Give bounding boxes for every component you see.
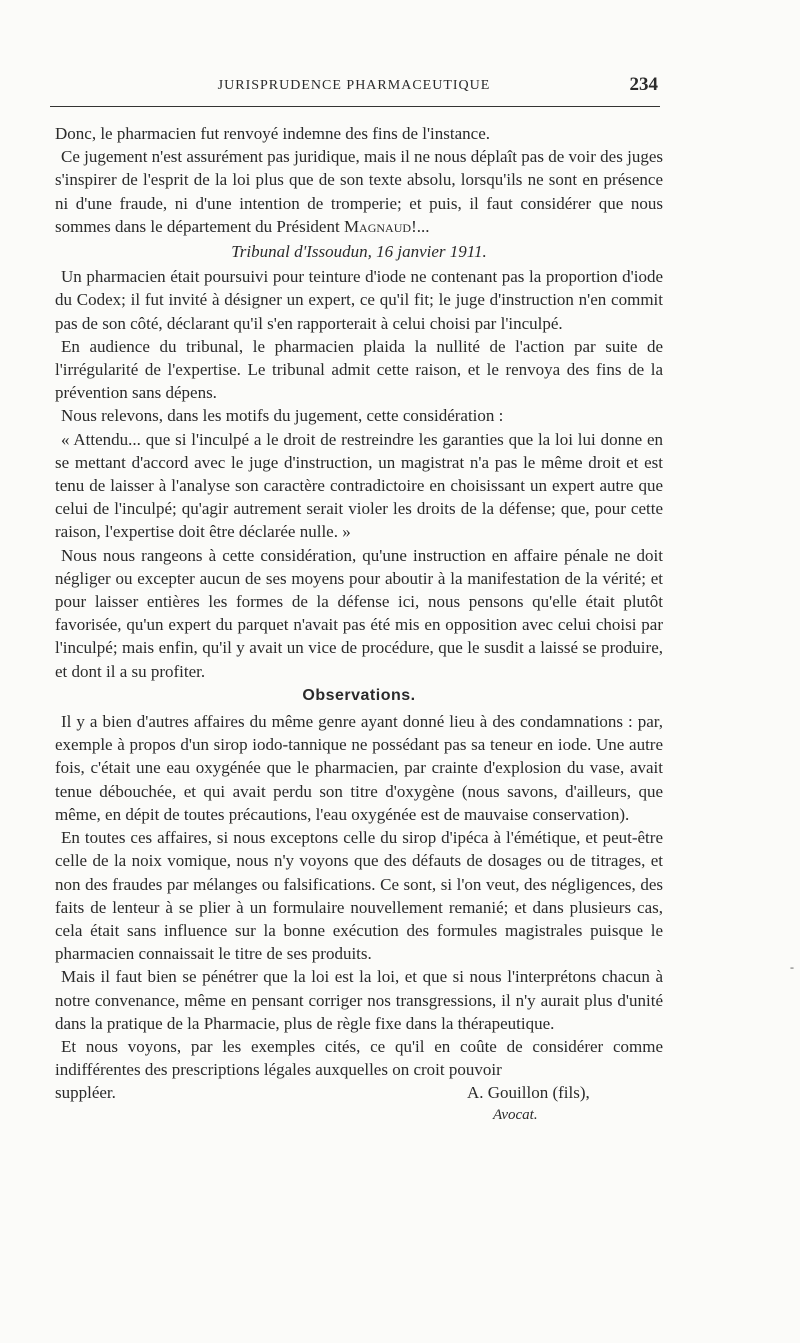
paragraph — [55, 145, 663, 238]
paragraph: Et nous voyons, par les exemples cités, ce qu'il en coûte de considérer comme indifférentes des prescriptions légales auxquelles on croit pouvoir — [55, 1036, 663, 1080]
observations-heading: Observations. — [302, 686, 416, 704]
paragraph: Donc, le pharmacien fut renvoyé indemne des fins de l'instance. — [55, 124, 490, 143]
court-heading: Tribunal d'Issoudun, 16 janvier 1911. — [231, 242, 487, 262]
paragraph: Nous relevons, dans les motifs du jugement, cette considération : — [61, 406, 504, 426]
author-signature: A. Gouillon (fils), — [467, 1083, 590, 1103]
person-name: Magnaud — [343, 216, 412, 236]
author-role: Avocat. — [493, 1107, 538, 1124]
paragraph: Nous nous rangeons à cette considération, qu'une instruction en affaire pénale ne doit négliger ou excepter aucun de ses moyens pour aboutir à la manifestation de la vérité; et pour laisser entières les formes de la défense ici, nous pensons qu'elle était plutôt favorisée, qu'un expert du parquet n'avait pas été mis en opposition avec celui choisi par l'inculpé; mais enfin, qu'il y avait un vice de procédure, que le susdit a laissé se produire, et dont il a su profiter. — [55, 545, 663, 681]
signature-line — [55, 1081, 663, 1104]
header-rule — [50, 106, 660, 107]
quotation: « Attendu... que si l'inculpé a le droit de restreindre les garanties que la loi lui donne en se mettant d'accord avec le juge d'instruction, un magistrat n'a pas le même droit et est tenu de laisser à l'analyse son caractère contradictoire en choisissant un expert autre que celui de l'inculpé; qu'agir autrement serait violer les droits de la défense; que, pour cette raison, l'expertise doit être déclarée nulle. » — [55, 429, 663, 542]
paragraph-text-end: !... — [411, 216, 430, 236]
paragraph-text: Ce jugement n'est assurément pas juridique, mais il ne nous déplaît pas de voir des juges s'inspirer de l'esprit de la loi plus que de son texte absolu, lorsqu'ils ne sont en présence ni d'une fraude, ni d'une intention de tromperie; et puis, il faut considérer que nous sommes dans le département du Président — [55, 147, 663, 236]
paragraph: En audience du tribunal, le pharmacien plaida la nullité de l'action par suite de l'irrégularité de l'expertise. Le tribunal admit cette raison, et le renvoya des fins de la prévention sans dépens. — [55, 336, 663, 403]
paragraph: Mais il faut bien se pénétrer que la loi est la loi, et que si nous l'interprétons chacun à notre convenance, même en pensant corriger nos transgressions, il n'y aurait plus d'unité dans la pratique de la Pharmacie, plus de règle fixe dans la thérapeutique. — [55, 967, 663, 1033]
author-role-line — [55, 1104, 663, 1127]
paragraph: En toutes ces affaires, si nous exceptons celle du sirop d'ipéca à l'émétique, et peut-être celle de la noix vomique, nous n'y voyons que des défauts de dosages ou de titrages, et non des fraudes par mélanges ou falsifications. Ce sont, si l'on veut, des négligences, des faits de lenteur à se plier à un formulaire nouvellement remanié; et dans plusieurs cas, cela était sans influence sur la bonne exécution des formules magistrales puisque le pharmacien connaissait le titre de ses produits. — [55, 828, 663, 964]
margin-mark: - — [790, 960, 794, 974]
paragraph: Un pharmacien était poursuivi pour teinture d'iode ne contenant pas la proportion d'iode du Codex; il fut invité à désigner un expert, ce qu'il fit; le juge d'instruction n'en commit pas de son côté, déclarant qu'il s'en rapporterait à celui choisi par l'inculpé. — [55, 267, 663, 333]
paragraph-last-word: suppléer. — [55, 1083, 116, 1103]
running-title: JURISPRUDENCE PHARMACEUTIQUE — [217, 78, 491, 93]
page-number: 234 — [629, 74, 658, 95]
body-text — [55, 122, 663, 1127]
running-head — [50, 72, 658, 102]
paragraph: Il y a bien d'autres affaires du même genre ayant donné lieu à des condamnations : par, exemple à propos d'un sirop iodo-tannique ne possédant pas sa teneur en iode. Une autre fois, c'était une eau oxygénée que le pharmacien, par crainte d'explosion du vase, avait tenue débouchée, et qui avait perdu son titre d'oxygène (nous savons, d'ailleurs, que même, en dépit de toutes précautions, l'eau oxygénée est de mauvaise conservation). — [55, 712, 663, 824]
